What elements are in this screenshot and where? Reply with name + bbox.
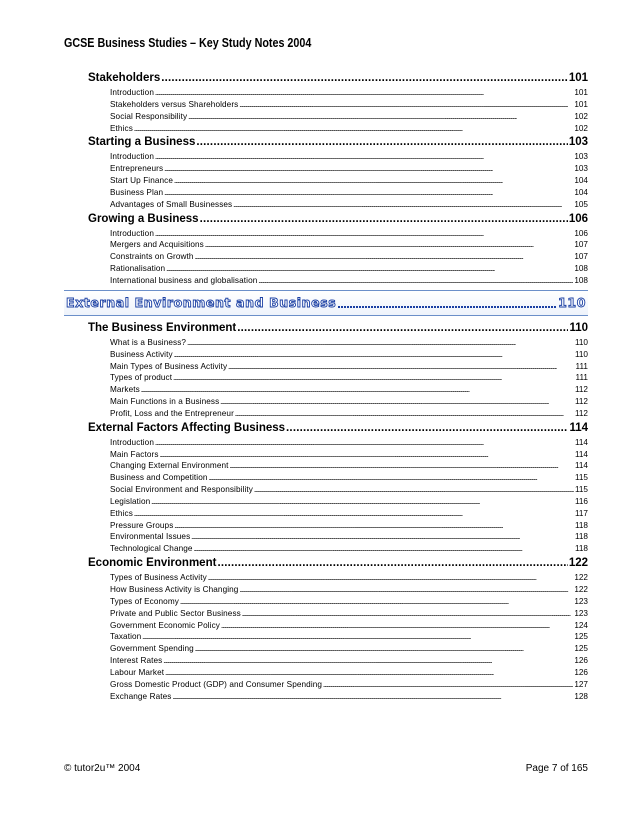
entry-page: 114	[574, 449, 588, 459]
entry-title: Taxation	[110, 632, 142, 642]
table-of-contents	[64, 70, 588, 702]
chapter-title: External Environment and Business	[66, 295, 337, 311]
entry-page: 118	[574, 544, 588, 554]
section-page: 103	[568, 136, 588, 149]
dot-leader	[196, 134, 567, 151]
toc-entry[interactable]	[110, 263, 588, 275]
toc-entry[interactable]	[110, 608, 588, 620]
entry-title: Social Environment and Responsibility	[110, 485, 253, 495]
dot-leader	[155, 230, 573, 242]
dot-leader	[209, 474, 574, 486]
entry-page: 102	[574, 123, 588, 133]
dot-leader	[163, 657, 573, 669]
toc-entry[interactable]	[110, 572, 588, 584]
toc-entry[interactable]	[110, 449, 588, 461]
section-page: 101	[568, 72, 588, 84]
toc-entry[interactable]	[110, 496, 588, 508]
section-title: Growing a Business	[88, 212, 199, 225]
entry-title: Business Activity	[110, 349, 173, 359]
dot-leader	[200, 211, 568, 228]
dot-leader	[174, 177, 573, 189]
entry-page: 101	[574, 99, 588, 109]
entry-page: 125	[574, 632, 588, 642]
section-page: 114	[569, 421, 588, 434]
entry-page: 123	[574, 596, 588, 606]
toc-section[interactable]	[88, 211, 588, 228]
entry-page: 114	[574, 461, 588, 471]
entry-title: Introduction	[110, 228, 154, 238]
entry-page: 110	[574, 349, 588, 359]
dot-leader	[258, 277, 573, 289]
toc-entry[interactable]	[110, 228, 588, 240]
toc-entry[interactable]	[110, 99, 588, 111]
page-header: GCSE Business Studies – Key Study Notes 2004	[64, 36, 312, 50]
toc-entry[interactable]	[110, 531, 588, 543]
dot-leader	[172, 693, 573, 705]
entry-page: 118	[574, 520, 588, 530]
entry-title: Markets	[110, 385, 140, 395]
toc-entry[interactable]	[110, 337, 588, 349]
entry-title: Exchange Rates	[110, 691, 172, 701]
entry-page: 112	[574, 397, 588, 407]
dot-leader	[205, 241, 573, 253]
toc-entry[interactable]	[110, 372, 588, 384]
entry-page: 106	[574, 228, 588, 238]
entry-title: Private and Public Sector Business	[110, 608, 241, 618]
toc-entry[interactable]	[110, 408, 588, 420]
entry-title: How Business Activity is Changing	[110, 585, 239, 594]
entry-page: 104	[574, 176, 588, 186]
entry-title: Types of product	[110, 373, 173, 383]
dot-leader	[338, 306, 556, 308]
entry-page: 115	[574, 473, 588, 483]
entry-title: Introduction	[110, 88, 154, 97]
entry-title: Profit, Loss and the Entrepreneur	[110, 408, 234, 418]
section-title: Economic Environment	[88, 557, 217, 570]
section-title: Stakeholders	[88, 72, 161, 84]
entry-page: 122	[574, 573, 588, 583]
dot-leader	[173, 374, 574, 386]
toc-entry[interactable]	[110, 667, 588, 679]
toc-entry[interactable]	[110, 655, 588, 667]
entry-title: Pressure Groups	[110, 520, 174, 530]
entry-page: 118	[574, 532, 588, 542]
entry-title: Technological Change	[110, 544, 193, 554]
dot-leader	[142, 633, 573, 645]
section-page: 110	[569, 321, 588, 334]
entry-title: Business Plan	[110, 187, 164, 197]
section-title: External Factors Affecting Business	[88, 421, 286, 434]
entry-title: Business and Competition	[110, 473, 208, 483]
entry-page: 115	[574, 485, 588, 495]
footer-copyright: © tutor2u™ 2004	[64, 763, 141, 774]
toc-entry[interactable]	[110, 187, 588, 199]
dot-leader	[323, 681, 573, 693]
entry-title: Introduction	[110, 152, 154, 162]
dot-leader	[242, 610, 574, 622]
entry-page: 107	[574, 252, 588, 262]
toc-section[interactable]	[88, 134, 588, 151]
entry-page: 104	[574, 187, 588, 197]
toc-entry[interactable]	[110, 643, 588, 655]
toc-entry[interactable]	[110, 508, 588, 520]
entry-title: Start Up Finance	[110, 176, 174, 186]
toc-entry[interactable]	[110, 87, 588, 99]
section-page: 122	[568, 557, 588, 570]
dot-leader	[151, 498, 574, 510]
chapter-page: 110	[558, 295, 586, 311]
footer-page-number: Page 7 of 165	[525, 763, 588, 774]
toc-entry[interactable]	[110, 691, 588, 703]
toc-entry[interactable]	[110, 596, 588, 608]
dot-leader	[191, 533, 574, 545]
entry-title: Advantages of Small Businesses	[110, 199, 233, 209]
entry-title: Changing External Environment	[110, 461, 229, 471]
entry-page: 105	[574, 199, 588, 209]
dot-leader	[195, 253, 574, 265]
toc-section[interactable]	[88, 555, 588, 572]
entry-title: Main Factors	[110, 449, 159, 459]
toc-entry[interactable]	[110, 151, 588, 163]
entry-title: Ethics	[110, 123, 133, 133]
entry-title: Legislation	[110, 496, 151, 506]
entry-page: 122	[574, 585, 588, 594]
entry-page: 108	[574, 264, 588, 274]
entry-page: 103	[574, 164, 588, 174]
entry-title: Rationalisation	[110, 264, 166, 274]
toc-entry[interactable]	[110, 484, 588, 496]
entry-page: 126	[574, 667, 588, 677]
dot-leader	[237, 320, 568, 337]
toc-entry[interactable]	[110, 437, 588, 449]
entry-title: What is a Business?	[110, 337, 187, 347]
toc-entry[interactable]	[110, 123, 588, 135]
entry-title: Types of Economy	[110, 596, 179, 606]
dot-leader	[228, 363, 574, 375]
toc-entry[interactable]	[110, 396, 588, 408]
entry-title: Gross Domestic Product (GDP) and Consumer Spending	[110, 679, 323, 689]
toc-entry[interactable]	[110, 239, 588, 251]
entry-title: Introduction	[110, 437, 154, 447]
entry-title: Social Responsibility	[110, 111, 188, 121]
dot-leader	[286, 420, 568, 437]
entry-title: Mergers and Acquisitions	[110, 240, 204, 250]
toc-section[interactable]	[88, 420, 588, 437]
entry-page: 102	[574, 111, 588, 121]
toc-entry[interactable]	[110, 163, 588, 175]
toc-entry[interactable]	[110, 175, 588, 187]
dot-leader	[188, 113, 573, 125]
toc-entry[interactable]	[110, 251, 588, 263]
dot-leader	[174, 522, 574, 534]
dot-leader	[239, 586, 573, 598]
dot-leader	[239, 101, 573, 113]
toc-entry[interactable]	[110, 584, 588, 596]
entry-title: Interest Rates	[110, 656, 163, 666]
entry-page: 128	[574, 691, 588, 701]
entry-page: 101	[574, 88, 588, 97]
toc-entry[interactable]	[110, 472, 588, 484]
toc-entry[interactable]	[110, 543, 588, 555]
toc-entry[interactable]	[110, 460, 588, 472]
dot-leader	[220, 398, 574, 410]
dot-leader	[187, 339, 574, 351]
entry-page: 127	[574, 679, 588, 689]
dot-leader	[155, 439, 574, 451]
entry-page: 111	[575, 361, 588, 371]
entry-title: Main Types of Business Activity	[110, 361, 228, 371]
entry-page: 108	[574, 275, 588, 285]
toc-chapter-banner[interactable]	[64, 290, 588, 316]
entry-page: 112	[574, 408, 588, 418]
section-page: 106	[568, 212, 588, 225]
page-footer	[64, 763, 588, 774]
entry-page: 123	[574, 608, 588, 618]
entry-title: Entrepreneurs	[110, 164, 164, 174]
toc-section[interactable]	[88, 70, 588, 87]
toc-entry[interactable]	[110, 620, 588, 632]
entry-page: 124	[574, 620, 588, 630]
entry-page: 111	[575, 373, 588, 383]
dot-leader	[164, 165, 573, 177]
toc-groups-part-2	[64, 320, 588, 703]
entry-page: 125	[574, 644, 588, 654]
toc-entry[interactable]	[110, 631, 588, 643]
dot-leader	[134, 510, 574, 522]
dot-leader	[155, 153, 573, 165]
dot-leader	[217, 555, 567, 572]
toc-entry[interactable]	[110, 275, 588, 287]
entry-page: 107	[574, 240, 588, 250]
toc-groups-part-1	[64, 70, 588, 287]
dot-leader	[254, 486, 574, 498]
entry-page: 103	[574, 152, 588, 162]
entry-title: Ethics	[110, 508, 133, 518]
entry-title: International business and globalisation	[110, 275, 258, 285]
dot-leader	[230, 462, 574, 474]
entry-page: 110	[574, 337, 588, 347]
toc-entry[interactable]	[110, 111, 588, 123]
entry-title: Constraints on Growth	[110, 252, 194, 262]
dot-leader	[174, 351, 574, 363]
entry-title: Main Functions in a Business	[110, 397, 220, 407]
dot-leader	[208, 574, 574, 586]
entry-title: Types of Business Activity	[110, 573, 207, 583]
toc-entry[interactable]	[110, 349, 588, 361]
dot-leader	[195, 645, 574, 657]
toc-entry[interactable]	[110, 361, 588, 373]
toc-entry[interactable]	[110, 679, 588, 691]
entry-title: Labour Market	[110, 667, 165, 677]
dot-leader	[221, 622, 573, 634]
toc-entry[interactable]	[110, 520, 588, 532]
entry-title: Government Economic Policy	[110, 620, 220, 630]
entry-title: Environmental Issues	[110, 532, 191, 542]
toc-section[interactable]	[88, 320, 588, 337]
entry-page: 114	[574, 437, 588, 447]
entry-page: 112	[574, 385, 588, 395]
entry-page: 116	[574, 496, 588, 506]
toc-entry[interactable]	[110, 199, 588, 211]
section-title: The Business Environment	[88, 321, 237, 334]
entry-title: Stakeholders versus Shareholders	[110, 99, 239, 109]
entry-page: 117	[574, 508, 588, 518]
toc-entry[interactable]	[110, 384, 588, 396]
dot-leader	[161, 70, 568, 87]
section-title: Starting a Business	[88, 136, 196, 149]
entry-page: 126	[574, 656, 588, 666]
entry-title: Government Spending	[110, 644, 194, 654]
